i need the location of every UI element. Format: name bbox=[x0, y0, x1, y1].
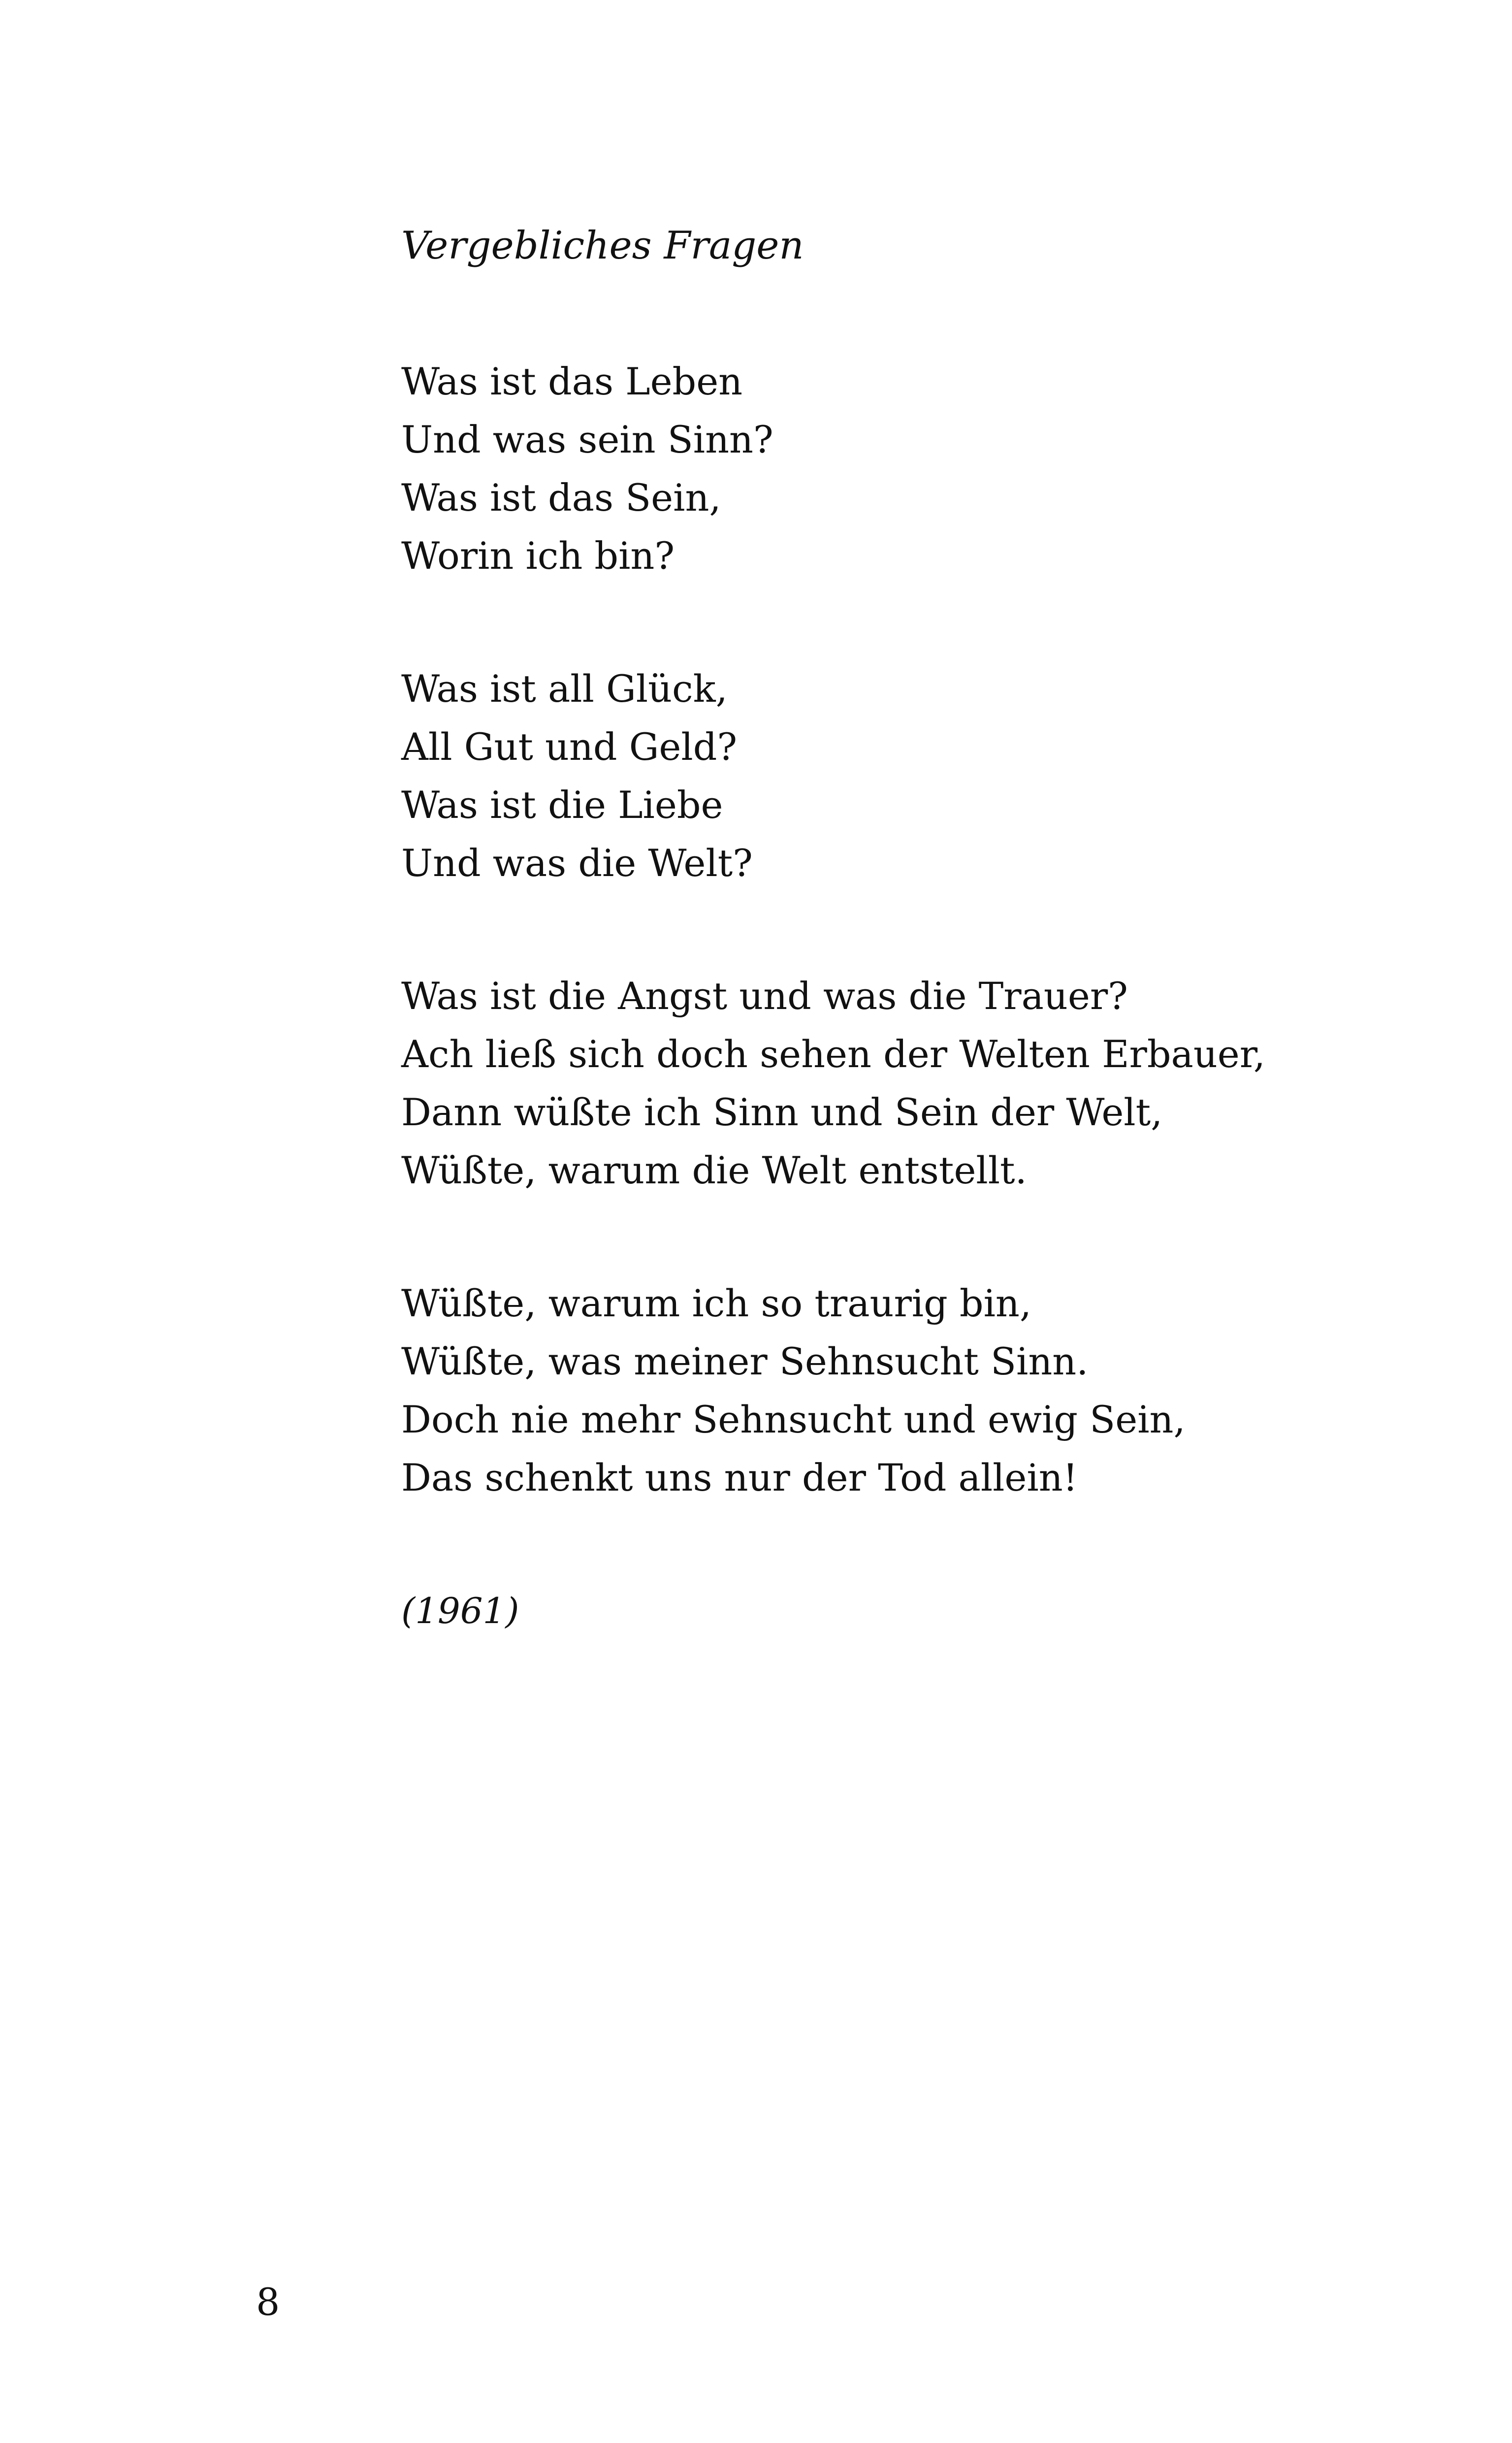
verse-line: Wüßte, warum die Welt entstellt. bbox=[401, 1148, 1027, 1192]
verse-line: Wüßte, was meiner Sehnsucht Sinn. bbox=[401, 1339, 1089, 1383]
stanza-4 bbox=[401, 1274, 1337, 1507]
verse-line: Das schenkt uns nur der Tod allein! bbox=[401, 1456, 1078, 1499]
stanza-3 bbox=[401, 967, 1337, 1200]
verse-line: Ach ließ sich doch sehen der Welten Erbauer, bbox=[401, 1032, 1265, 1076]
verse-line: All Gut und Geld? bbox=[401, 725, 738, 769]
poem bbox=[401, 217, 1337, 1640]
verse-line: Was ist all Glück, bbox=[401, 667, 728, 711]
verse-line: Dann wüßte ich Sinn und Sein der Welt, bbox=[401, 1090, 1163, 1134]
poem-title: Vergebliches Fragen bbox=[401, 224, 804, 268]
verse-line: Und was sein Sinn? bbox=[401, 418, 773, 461]
page-number: 8 bbox=[256, 2280, 280, 2324]
verse-line: Doch nie mehr Sehnsucht und ewig Sein, bbox=[401, 1398, 1186, 1441]
verse-line: Was ist die Liebe bbox=[401, 783, 723, 827]
verse-line: Wüßte, warum ich so traurig bin, bbox=[401, 1281, 1031, 1325]
verse-line: Was ist das Leben bbox=[401, 359, 743, 403]
stanza-1 bbox=[401, 353, 1337, 585]
verse-line: Worin ich bin? bbox=[401, 534, 675, 578]
verse-line: Was ist das Sein, bbox=[401, 476, 721, 520]
stanza-2 bbox=[401, 660, 1337, 892]
verse-line: Was ist die Angst und was die Trauer? bbox=[401, 974, 1128, 1018]
poem-date: (1961) bbox=[401, 1590, 519, 1631]
verse-line: Und was die Welt? bbox=[401, 841, 753, 885]
